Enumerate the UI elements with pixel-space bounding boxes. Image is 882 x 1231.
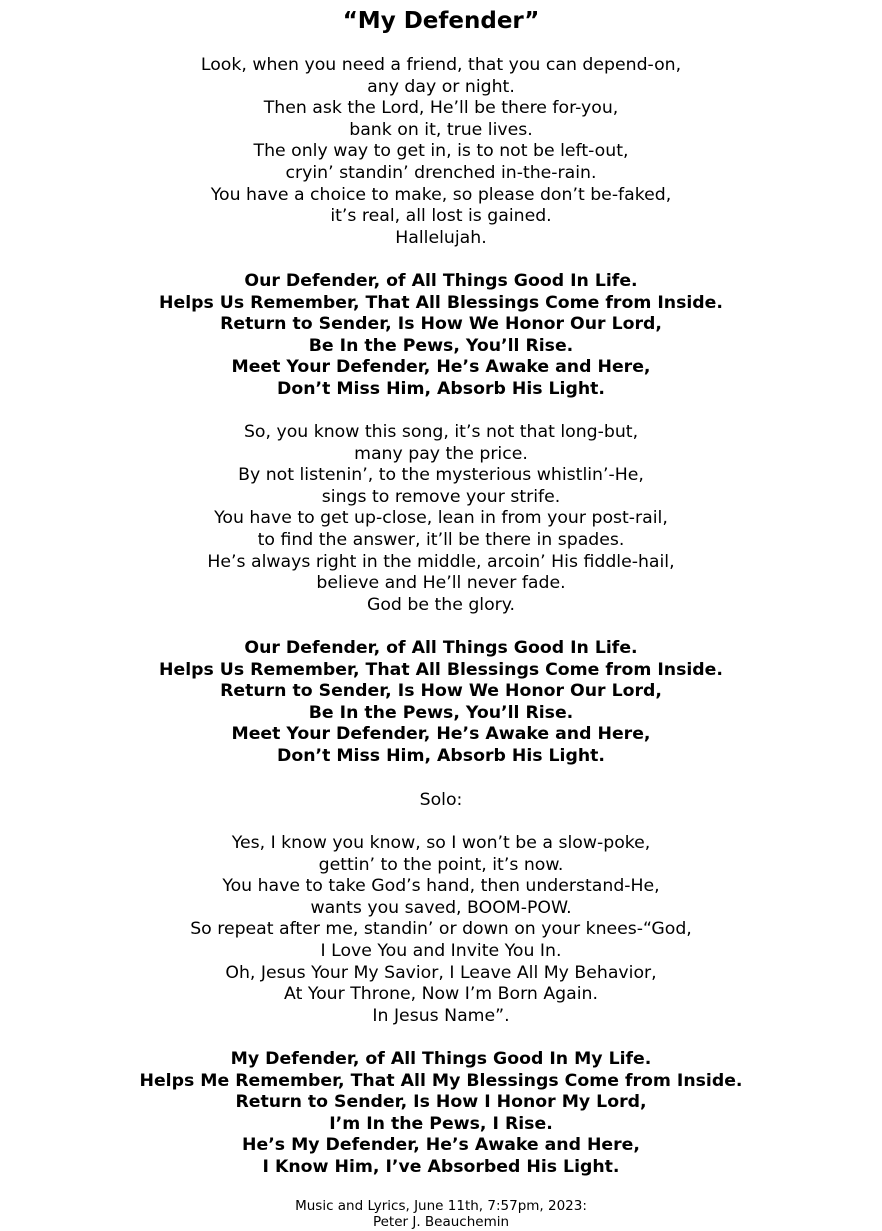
final-chorus-line: Helps Me Remember, That All My Blessings Come from Inside. — [139, 1070, 743, 1091]
verse3-line: In Jesus Name”. — [372, 1005, 510, 1026]
credits-author: Peter J. Beauchemin — [372, 1214, 510, 1230]
verse1-line: Then ask the Lord, He’ll be there for-you, — [263, 98, 619, 119]
verse1-line: The only way to get in, is to not be left-out, — [253, 141, 629, 162]
verse1-line: You have a choice to make, so please don’t be-faked, — [210, 184, 672, 205]
verse2-line: to find the answer, it’ll be there in spades. — [257, 530, 625, 550]
verse2-line: God be the glory. — [366, 594, 516, 615]
chorus1-line: Helps Us Remember, That All Blessings Come from Inside. — [159, 292, 723, 313]
chorus1-line: Return to Sender, Is How We Honor Our Lord, — [220, 314, 662, 335]
verse2-line: many pay the price. — [354, 443, 528, 464]
solo-label: Solo: — [419, 789, 463, 810]
verse3-line: gettin’ to the point, it’s now. — [318, 854, 564, 875]
chorus1-line: Don’t Miss Him, Absorb His Light. — [277, 379, 605, 399]
final-chorus-line: I’m In the Pews, I Rise. — [329, 1113, 553, 1134]
verse2-line: By not listenin’, to the mysterious whistlin’-He, — [238, 465, 644, 486]
verse1-line: bank on it, true lives. — [349, 119, 533, 140]
verse1-line: Look, when you need a friend, that you can depend-on, — [200, 55, 682, 75]
chorus2-line: Don’t Miss Him, Absorb His Light. — [277, 746, 605, 766]
credits-line: Music and Lyrics, June 11th, 7:57pm, 2023: — [295, 1198, 587, 1214]
verse3-line: wants you saved, BOOM-POW. — [310, 897, 572, 918]
chorus2-line: Our Defender, of All Things Good In Life. — [244, 638, 638, 658]
verse3-line: At Your Throne, Now I’m Born Again. — [284, 984, 598, 1005]
chorus2-line: Meet Your Defender, He’s Awake and Here, — [231, 724, 651, 745]
verse1-line: cryin’ standin’ drenched in-the-rain. — [285, 163, 597, 183]
chorus2-line: Be In the Pews, You’ll Rise. — [308, 702, 574, 723]
final-chorus-line: Return to Sender, Is How I Honor My Lord, — [235, 1092, 647, 1113]
song-title: “My Defender” — [342, 8, 540, 34]
verse1-line: Hallelujah. — [395, 227, 487, 248]
verse3-line: So repeat after me, standin’ or down on your knees-“God, — [190, 919, 692, 940]
verse3-line: I Love You and Invite You In. — [320, 941, 562, 961]
chorus1-line: Meet Your Defender, He’s Awake and Here, — [231, 357, 651, 378]
chorus2-line: Return to Sender, Is How We Honor Our Lord, — [220, 681, 662, 702]
chorus2-line: Helps Us Remember, That All Blessings Come from Inside. — [159, 659, 723, 680]
verse2-line: sings to remove your strife. — [321, 486, 561, 507]
chorus1-line: Our Defender, of All Things Good In Life. — [244, 271, 638, 291]
chorus1-line: Be In the Pews, You’ll Rise. — [308, 335, 574, 356]
verse1-line: any day or night. — [367, 76, 515, 97]
verse2-line: You have to get up-close, lean in from your post-rail, — [214, 508, 668, 529]
verse3-line: Yes, I know you know, so I won’t be a slow-poke, — [231, 833, 651, 853]
verse3-line: Oh, Jesus Your My Savior, I Leave All My Behavior, — [225, 962, 657, 983]
verse2-line: So, you know this song, it’s not that long-but, — [243, 422, 639, 442]
verse1-line: it’s real, all lost is gained. — [330, 206, 552, 227]
final-chorus-line: My Defender, of All Things Good In My Life. — [230, 1049, 652, 1069]
final-chorus-line: I Know Him, I’ve Absorbed His Light. — [262, 1157, 620, 1177]
verse2-line: He’s always right in the middle, arcoin’ His fiddle-hail, — [207, 551, 675, 572]
verse3-line: You have to take God’s hand, then understand-He, — [222, 876, 660, 897]
final-chorus-line: He’s My Defender, He’s Awake and Here, — [242, 1135, 640, 1156]
verse2-line: believe and He’ll never fade. — [316, 573, 566, 594]
